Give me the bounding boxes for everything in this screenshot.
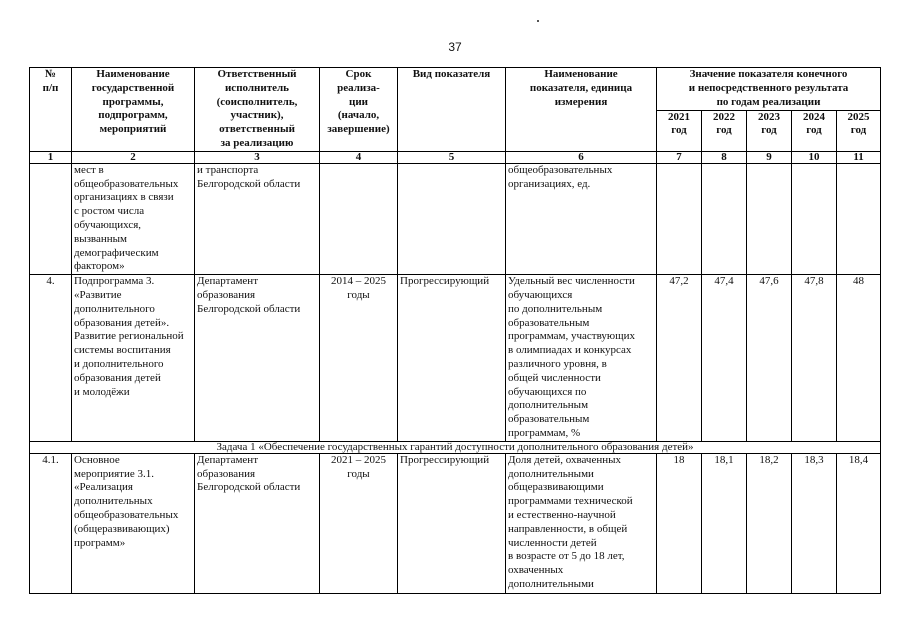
row-period: 2014 – 2025 годы <box>320 275 398 442</box>
table-row <box>30 453 881 593</box>
row-indicator-type <box>398 163 506 274</box>
row-name: мест в общеобразовательных организациях в связи с ростом числа обучающихся, вызванным демографическим фактором» <box>72 163 195 274</box>
row-value-2025: 18,4 <box>837 453 881 593</box>
scan-speck <box>537 20 539 22</box>
row-num: 4.1. <box>30 453 72 593</box>
row-executor: Департамент образования Белгородской области <box>195 275 320 442</box>
row-num: 4. <box>30 275 72 442</box>
row-executor: и транспорта Белгородской области <box>195 163 320 274</box>
row-value-2025: 48 <box>837 275 881 442</box>
row-value-2021 <box>657 163 702 274</box>
column-number: 5 <box>398 151 506 163</box>
header-name: Наименование государственной программы, подпрограмм, мероприятий <box>72 68 195 152</box>
row-indicator-type: Прогрессирующий <box>398 275 506 442</box>
column-number: 3 <box>195 151 320 163</box>
row-executor: Департамент образования Белгородской области <box>195 453 320 593</box>
row-period <box>320 163 398 274</box>
header-num: № п/п <box>30 68 72 152</box>
table-row <box>30 163 881 274</box>
row-value-2021: 18 <box>657 453 702 593</box>
column-number: 7 <box>657 151 702 163</box>
row-period: 2021 – 2025 годы <box>320 453 398 593</box>
row-name: Подпрограмма 3. «Развитие дополнительного образования детей». Развитие региональной системы воспитания и дополнительного образования детей и молодёжи <box>72 275 195 442</box>
header-year-2021: 2021 год <box>657 110 702 151</box>
row-value-2024 <box>792 163 837 274</box>
column-number: 6 <box>506 151 657 163</box>
column-number: 8 <box>702 151 747 163</box>
column-number: 11 <box>837 151 881 163</box>
header-year-2022: 2022 год <box>702 110 747 151</box>
row-value-2022 <box>702 163 747 274</box>
header-year-2024: 2024 год <box>792 110 837 151</box>
row-name: Основное мероприятие 3.1. «Реализация дополнительных общеобразовательных (общеразвивающих) программ» <box>72 453 195 593</box>
header-values-group: Значение показателя конечного и непосредственного результата по годам реализации <box>657 68 881 111</box>
row-value-2024: 18,3 <box>792 453 837 593</box>
header-period: Срок реализа- ции (начало, завершение) <box>320 68 398 152</box>
column-number: 9 <box>747 151 792 163</box>
column-number: 2 <box>72 151 195 163</box>
header-year-2025: 2025 год <box>837 110 881 151</box>
row-value-2024: 47,8 <box>792 275 837 442</box>
header-row <box>30 68 881 111</box>
row-indicator-name: Удельный вес численности обучающихся по дополнительным образовательным программам, участвующих в олимпиадах и конкурсах различного уровня, в общей численности обучающихся по дополнительным образовательным программам, % <box>506 275 657 442</box>
row-value-2022: 47,4 <box>702 275 747 442</box>
row-value-2023: 18,2 <box>747 453 792 593</box>
header-year-2023: 2023 год <box>747 110 792 151</box>
row-indicator-name: Доля детей, охваченных дополнительными общеразвивающими программами технической и естественно-научной направленности, в общей численности детей в возрасте от 5 до 18 лет, охваченных дополнительными <box>506 453 657 593</box>
row-indicator-name: общеобразовательных организациях, ед. <box>506 163 657 274</box>
row-value-2023 <box>747 163 792 274</box>
row-value-2025 <box>837 163 881 274</box>
header-indicator-name: Наименование показателя, единица измерения <box>506 68 657 152</box>
indicator-table <box>29 67 881 594</box>
table-row <box>30 275 881 442</box>
page-number: 37 <box>448 40 462 54</box>
task-row <box>30 441 881 453</box>
header-indicator-type: Вид показателя <box>398 68 506 152</box>
column-numbers-row <box>30 151 881 163</box>
task-title: Задача 1 «Обеспечение государственных гарантий доступности дополнительного образования детей» <box>30 441 881 453</box>
column-number: 1 <box>30 151 72 163</box>
column-number: 10 <box>792 151 837 163</box>
row-value-2021: 47,2 <box>657 275 702 442</box>
column-number: 4 <box>320 151 398 163</box>
row-value-2023: 47,6 <box>747 275 792 442</box>
header-executor: Ответственный исполнитель (соисполнитель, участник), ответственный за реализацию <box>195 68 320 152</box>
row-value-2022: 18,1 <box>702 453 747 593</box>
row-num <box>30 163 72 274</box>
row-indicator-type: Прогрессирующий <box>398 453 506 593</box>
